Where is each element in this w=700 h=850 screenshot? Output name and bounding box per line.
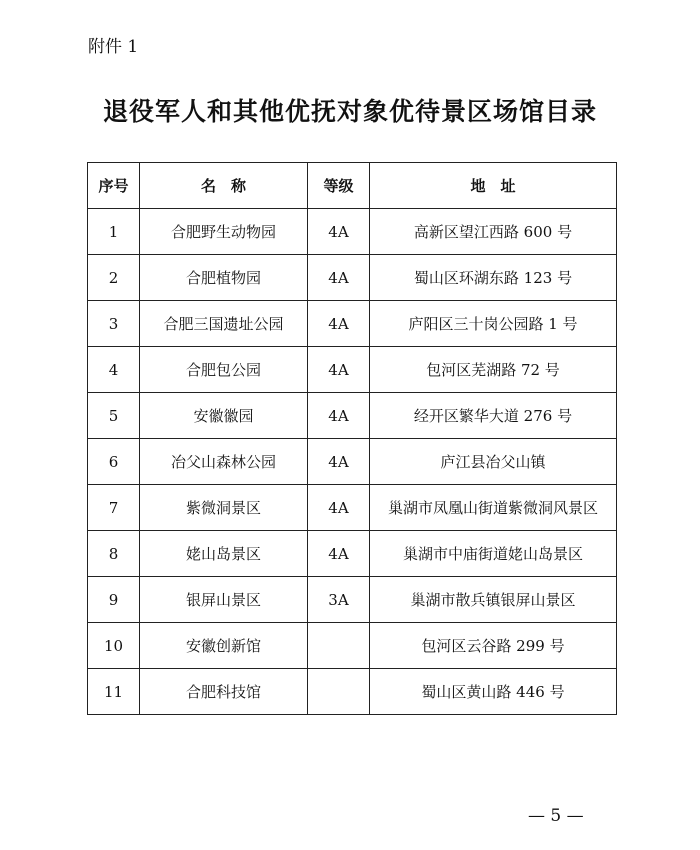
cell-name: 合肥野生动物园 [140,209,308,255]
cell-name: 冶父山森林公园 [140,439,308,485]
venue-table [87,162,617,715]
cell-number: 8 [88,531,140,577]
header-number: 序号 [88,163,140,209]
cell-grade [308,623,370,669]
table-row [88,439,617,485]
table-row [88,577,617,623]
cell-number: 9 [88,577,140,623]
cell-address: 高新区望江西路 600 号 [370,209,617,255]
cell-name: 银屏山景区 [140,577,308,623]
table-row [88,301,617,347]
table-row [88,393,617,439]
cell-number: 5 [88,393,140,439]
cell-grade: 4A [308,347,370,393]
cell-number: 10 [88,623,140,669]
attachment-label: 附件 1 [88,37,139,57]
cell-name: 紫微洞景区 [140,485,308,531]
cell-grade: 4A [308,531,370,577]
cell-number: 6 [88,439,140,485]
cell-number: 2 [88,255,140,301]
cell-name: 合肥科技馆 [140,669,308,715]
table-row [88,485,617,531]
cell-grade: 3A [308,577,370,623]
cell-address: 蜀山区环湖东路 123 号 [370,255,617,301]
cell-name: 合肥包公园 [140,347,308,393]
page-number: — 5 — [528,806,584,826]
cell-number: 4 [88,347,140,393]
cell-grade [308,669,370,715]
table-row [88,209,617,255]
cell-address: 包河区芜湖路 72 号 [370,347,617,393]
cell-name: 安徽徽园 [140,393,308,439]
cell-grade: 4A [308,255,370,301]
cell-address: 经开区繁华大道 276 号 [370,393,617,439]
header-name: 名 称 [140,163,308,209]
cell-number: 7 [88,485,140,531]
cell-grade: 4A [308,485,370,531]
cell-number: 3 [88,301,140,347]
cell-number: 1 [88,209,140,255]
cell-grade: 4A [308,439,370,485]
cell-name: 合肥植物园 [140,255,308,301]
header-grade: 等级 [308,163,370,209]
table-row [88,531,617,577]
cell-address: 庐阳区三十岗公园路 1 号 [370,301,617,347]
table-header-row [88,163,617,209]
page-title: 退役军人和其他优抚对象优待景区场馆目录 [102,97,597,126]
cell-address: 蜀山区黄山路 446 号 [370,669,617,715]
cell-address: 巢湖市中庙街道姥山岛景区 [370,531,617,577]
cell-address: 包河区云谷路 299 号 [370,623,617,669]
table-row [88,255,617,301]
cell-address: 巢湖市凤凰山街道紫微洞风景区 [370,485,617,531]
cell-address: 庐江县冶父山镇 [370,439,617,485]
cell-name: 姥山岛景区 [140,531,308,577]
cell-address: 巢湖市散兵镇银屏山景区 [370,577,617,623]
cell-grade: 4A [308,209,370,255]
cell-name: 安徽创新馆 [140,623,308,669]
cell-grade: 4A [308,393,370,439]
table-row [88,347,617,393]
table-row [88,623,617,669]
table-row [88,669,617,715]
cell-name: 合肥三国遗址公园 [140,301,308,347]
cell-number: 11 [88,669,140,715]
cell-grade: 4A [308,301,370,347]
header-address: 地 址 [370,163,617,209]
